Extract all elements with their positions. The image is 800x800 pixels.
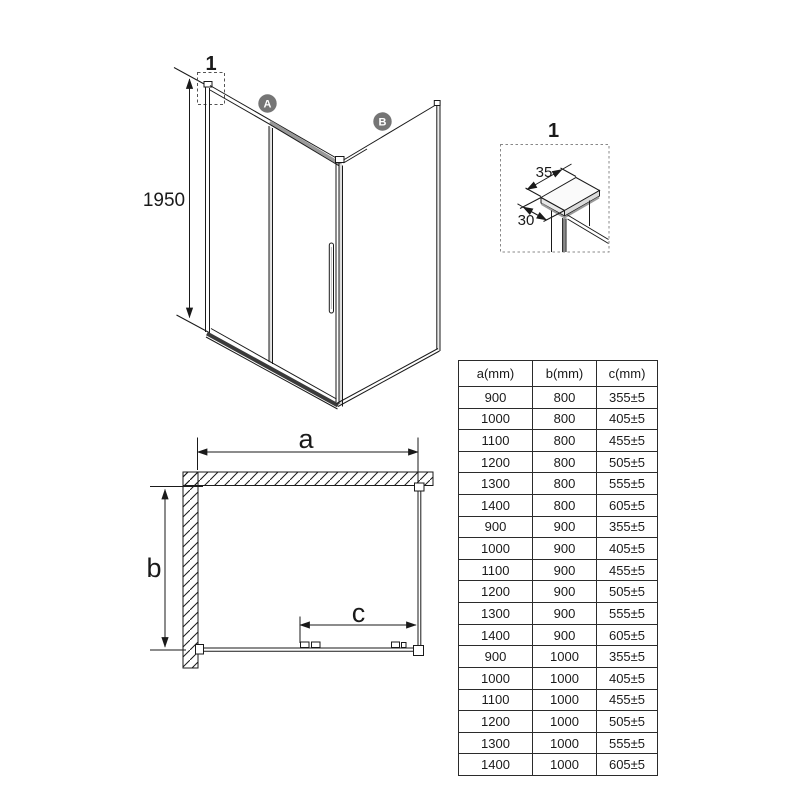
table-cell: 605±5 — [597, 754, 658, 776]
table-cell: 505±5 — [597, 711, 658, 733]
table-cell: 355±5 — [597, 387, 658, 409]
table-cell: 800 — [533, 451, 597, 473]
table-cell: 1000 — [533, 711, 597, 733]
side-panel-line — [415, 483, 425, 645]
table-cell: 455±5 — [597, 559, 658, 581]
table-row — [459, 646, 658, 668]
table-cell: 900 — [533, 603, 597, 625]
table-cell: 1200 — [459, 581, 533, 603]
table-row — [459, 430, 658, 452]
table-row — [459, 603, 658, 625]
table-cell: 900 — [459, 387, 533, 409]
table-row — [459, 711, 658, 733]
table-row — [459, 538, 658, 560]
table-row — [459, 667, 658, 689]
table-row — [459, 408, 658, 430]
table-row — [459, 495, 658, 517]
panel-a-badge-letter: A — [263, 98, 272, 111]
table-cell: 1000 — [533, 732, 597, 754]
table-row — [459, 473, 658, 495]
table-cell: 555±5 — [597, 732, 658, 754]
table-row — [459, 754, 658, 776]
table-cell: 1000 — [533, 646, 597, 668]
size-table — [458, 360, 658, 776]
table-cell: 505±5 — [597, 451, 658, 473]
table-cell: 1200 — [459, 451, 533, 473]
table-cell: 605±5 — [597, 495, 658, 517]
table-row — [459, 516, 658, 538]
table-cell: 1000 — [459, 667, 533, 689]
panel-b-badge-letter: B — [378, 116, 387, 129]
door-handle — [329, 243, 333, 313]
detail-dim-30-label: 30 — [517, 212, 535, 229]
plan-view — [146, 424, 433, 668]
table-cell: 900 — [533, 624, 597, 646]
table-cell: 800 — [533, 387, 597, 409]
table-cell: 1000 — [459, 538, 533, 560]
column-header: b(mm) — [533, 361, 597, 387]
table-cell: 900 — [533, 538, 597, 560]
table-cell: 1100 — [459, 559, 533, 581]
table-cell: 1000 — [533, 754, 597, 776]
table-row — [459, 387, 658, 409]
table-cell: 555±5 — [597, 473, 658, 495]
height-dimension-label: 1950 — [142, 190, 186, 211]
table-cell: 1300 — [459, 473, 533, 495]
wall-profile-section — [541, 178, 609, 253]
isometric-view — [143, 53, 440, 409]
table-row — [459, 732, 658, 754]
table-cell: 900 — [533, 516, 597, 538]
table-cell: 1400 — [459, 754, 533, 776]
table-cell: 1400 — [459, 495, 533, 517]
door-track — [196, 642, 424, 656]
table-cell: 505±5 — [597, 581, 658, 603]
table-cell: 1300 — [459, 732, 533, 754]
callout-label: 1 — [205, 53, 217, 75]
table-cell: 1400 — [459, 624, 533, 646]
table-cell: 800 — [533, 430, 597, 452]
table-row — [459, 581, 658, 603]
detail-view — [501, 120, 610, 252]
table-cell: 1000 — [533, 689, 597, 711]
table-cell: 1200 — [459, 711, 533, 733]
table-cell: 900 — [533, 559, 597, 581]
table-cell: 1000 — [459, 408, 533, 430]
plan-dim-b-label: b — [146, 553, 162, 583]
table-cell: 1000 — [533, 667, 597, 689]
front-door-frame — [204, 82, 344, 410]
column-header: a(mm) — [459, 361, 533, 387]
table-cell: 405±5 — [597, 667, 658, 689]
table-row — [459, 451, 658, 473]
table-cell: 800 — [533, 473, 597, 495]
callout-box — [198, 73, 225, 105]
table-cell: 800 — [533, 495, 597, 517]
table-cell: 355±5 — [597, 646, 658, 668]
table-cell: 455±5 — [597, 430, 658, 452]
table-cell: 1100 — [459, 430, 533, 452]
table-cell: 555±5 — [597, 603, 658, 625]
table-cell: 1300 — [459, 603, 533, 625]
plan-dim-c-label: c — [351, 598, 366, 628]
table-cell: 1100 — [459, 689, 533, 711]
plan-dim-a-label: a — [298, 424, 314, 454]
table-cell: 605±5 — [597, 624, 658, 646]
table-row — [459, 624, 658, 646]
table-row — [459, 559, 658, 581]
detail-label: 1 — [547, 120, 560, 142]
side-panel — [337, 101, 441, 407]
wall-top — [183, 472, 433, 486]
wall-left — [183, 472, 198, 668]
table-row — [459, 689, 658, 711]
table-header-row — [459, 361, 658, 387]
table-cell: 900 — [459, 646, 533, 668]
table-cell: 900 — [533, 581, 597, 603]
column-header: c(mm) — [597, 361, 658, 387]
table-cell: 405±5 — [597, 538, 658, 560]
table-cell: 455±5 — [597, 689, 658, 711]
table-cell: 355±5 — [597, 516, 658, 538]
detail-dim-35-label: 35 — [535, 164, 553, 181]
table-cell: 800 — [533, 408, 597, 430]
table-cell: 900 — [459, 516, 533, 538]
table-cell: 405±5 — [597, 408, 658, 430]
